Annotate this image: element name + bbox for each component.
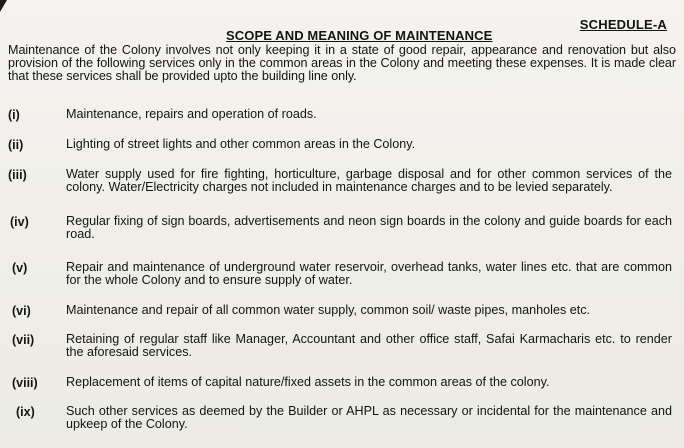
item-text: Replacement of items of capital nature/fixed assets in the common areas of the colony. — [66, 375, 550, 389]
item-text: Regular fixing of sign boards, advertisements and neon sign boards in the colony and guide boards for each road. — [66, 214, 672, 241]
schedule-label: SCHEDULE-A — [579, 17, 667, 32]
item-text: Maintenance, repairs and operation of roads. — [66, 107, 317, 121]
item-number: (vii) — [12, 333, 35, 347]
item-number: (iv) — [10, 215, 29, 229]
item-text: Repair and maintenance of underground water reservoir, overhead tanks, water lines etc. that are common for the whole Colony and to ensure supply of water. — [66, 260, 672, 287]
item-text: Water supply used for fire fighting, horticulture, garbage disposal and for other common services of the colony. Water/Electricity charges not included in maintenance charges and to be levied separately. — [66, 167, 672, 194]
item-number: (v) — [12, 261, 28, 275]
item-text: Such other services as deemed by the Builder or AHPL as necessary or incidental for the maintenance and upkeep of the Colony. — [66, 404, 672, 431]
item-text: Retaining of regular staff like Manager, Accountant and other office staff, Safai Karmacharis etc. to render the aforesaid services. — [66, 332, 672, 359]
item-text: Lighting of street lights and other common areas in the Colony. — [66, 137, 416, 151]
document-title: SCOPE AND MEANING OF MAINTENANCE — [226, 28, 493, 43]
item-text: Maintenance and repair of all common water supply, common soil/ waste pipes, manholes etc. — [66, 303, 591, 317]
item-number: (vi) — [12, 304, 31, 318]
item-number: (viii) — [12, 376, 38, 390]
intro-paragraph: Maintenance of the Colony involves not only keeping it in a state of good repair, appearance and renovation but also provision of the following services only in the common areas in the Colony and meeting these expenses. It is made clear that these services shall be provided upto the building line only. — [8, 43, 676, 83]
item-number: (iii) — [8, 168, 27, 182]
item-number: (ii) — [8, 138, 24, 152]
item-number: (ix) — [16, 405, 35, 419]
item-number: (i) — [8, 108, 20, 122]
